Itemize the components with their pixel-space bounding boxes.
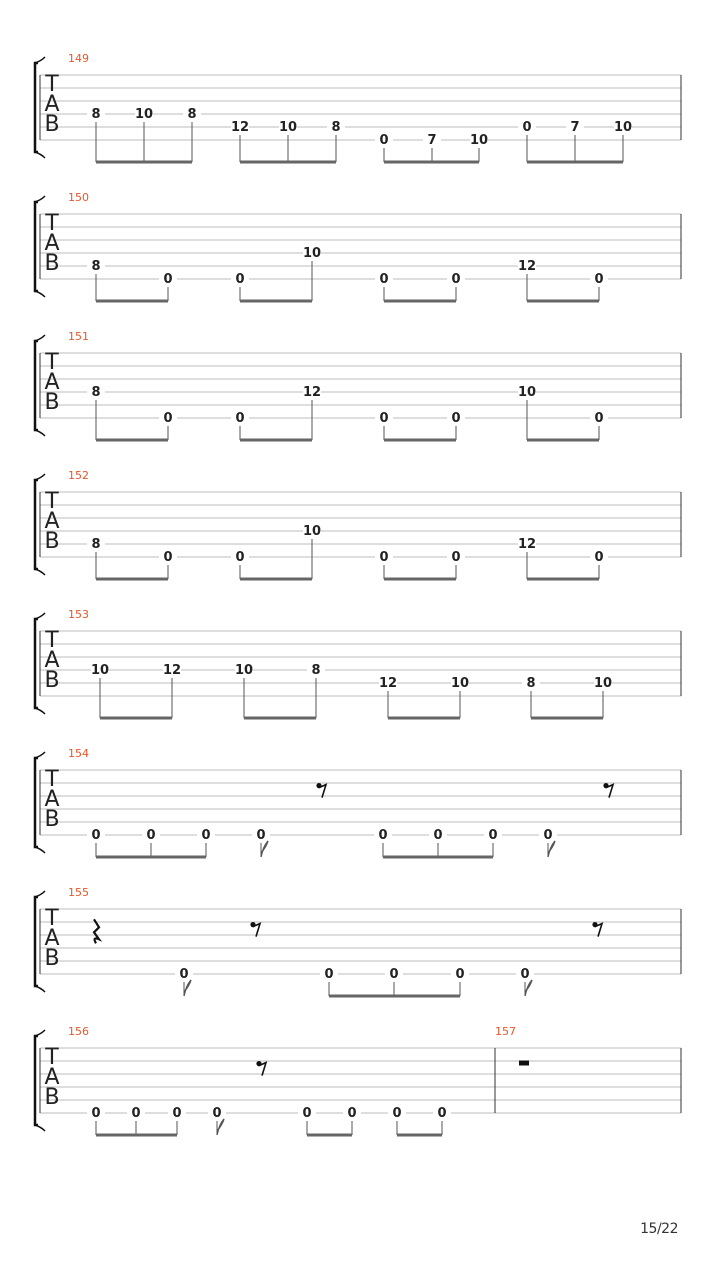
fret-number: 0 [451,272,461,287]
system-bracket [35,480,38,569]
fret-number: 0 [131,1106,141,1121]
fret-number: 12 [302,385,322,400]
measure-number: 149 [68,52,89,65]
bracket-bottom-hook [35,152,45,158]
measure-number: 151 [68,330,89,343]
fret-number: 10 [593,676,613,691]
fret-number: 0 [172,1106,182,1121]
fret-number: 7 [570,120,580,135]
fret-number: 10 [450,676,470,691]
fret-number: 10 [469,133,489,148]
fret-number: 8 [331,120,341,135]
fret-number: 0 [91,1106,101,1121]
system-bracket [35,897,38,986]
fret-number: 0 [392,1106,402,1121]
fret-number: 12 [378,676,398,691]
tab-clef-letter: A [44,509,60,534]
fret-number: 0 [389,967,399,982]
fret-number: 0 [455,967,465,982]
measure-number: 152 [68,469,89,482]
tab-clef-letter: A [44,92,60,117]
bracket-bottom-hook [35,569,45,575]
fret-number: 0 [594,550,604,565]
fret-number: 10 [134,107,154,122]
fret-number: 0 [179,967,189,982]
fret-number: 10 [613,120,633,135]
tab-clef-letter: T [45,211,59,236]
fret-number: 0 [256,828,266,843]
bracket-top-hook [35,474,45,480]
fret-number: 12 [230,120,250,135]
measure-number: 157 [495,1025,516,1038]
fret-number: 0 [379,550,389,565]
fret-number: 8 [91,537,101,552]
fret-number: 0 [451,550,461,565]
fret-number: 8 [526,676,536,691]
fret-number: 0 [235,411,245,426]
fret-number: 8 [187,107,197,122]
bracket-top-hook [35,1030,45,1036]
fret-number: 0 [437,1106,447,1121]
tab-clef-letter: B [44,1085,60,1110]
tab-clef-letter: T [45,767,59,792]
fret-number: 0 [379,133,389,148]
fret-number: 0 [347,1106,357,1121]
fret-number: 0 [488,828,498,843]
fret-number: 0 [163,550,173,565]
bracket-top-hook [35,891,45,897]
fret-number: 0 [324,967,334,982]
tab-clef-letter: A [44,787,60,812]
tab-clef-letter: B [44,390,60,415]
system-bracket [35,1036,38,1125]
tab-clef-letter: B [44,946,60,971]
page-number: 15/22 [640,1221,678,1237]
tab-clef-letter: T [45,489,59,514]
bracket-bottom-hook [35,430,45,436]
fret-number: 0 [163,272,173,287]
bracket-bottom-hook [35,986,45,992]
bracket-bottom-hook [35,847,45,853]
fret-number: 8 [91,385,101,400]
fret-number: 0 [520,967,530,982]
fret-number: 12 [517,259,537,274]
tab-clef-letter: T [45,1045,59,1070]
fret-number: 0 [522,120,532,135]
system-bracket [35,63,38,152]
fret-number: 12 [162,663,182,678]
fret-number: 0 [379,272,389,287]
fret-number: 0 [379,411,389,426]
eighth-flag [548,841,555,857]
fret-number: 0 [146,828,156,843]
fret-number: 0 [594,411,604,426]
eighth-flag [184,980,191,996]
quarter-rest [94,919,99,943]
fret-number: 8 [91,107,101,122]
eighth-flag [261,841,268,857]
fret-number: 10 [517,385,537,400]
tab-clef-letter: B [44,807,60,832]
fret-number: 0 [451,411,461,426]
measure-number: 154 [68,747,89,760]
bracket-top-hook [35,752,45,758]
measure-number: 155 [68,886,89,899]
fret-number: 0 [433,828,443,843]
measure-number: 150 [68,191,89,204]
fret-number: 0 [201,828,211,843]
fret-number: 0 [543,828,553,843]
fret-number: 0 [235,550,245,565]
tab-clef-letter: B [44,251,60,276]
fret-number: 0 [91,828,101,843]
half-rest [519,1061,529,1066]
fret-number: 0 [594,272,604,287]
tab-clef-letter: B [44,112,60,137]
eighth-flag [217,1119,224,1135]
tab-clef-letter: T [45,906,59,931]
fret-number: 10 [234,663,254,678]
bracket-bottom-hook [35,291,45,297]
fret-number: 0 [302,1106,312,1121]
measure-number: 153 [68,608,89,621]
fret-number: 8 [311,663,321,678]
fret-number: 7 [427,133,437,148]
fret-number: 10 [302,524,322,539]
fret-number: 10 [278,120,298,135]
bracket-top-hook [35,196,45,202]
bracket-bottom-hook [35,1125,45,1131]
tab-clef-letter: A [44,370,60,395]
bracket-top-hook [35,57,45,63]
system-bracket [35,341,38,430]
fret-number: 0 [212,1106,222,1121]
fret-number: 10 [90,663,110,678]
tab-clef-letter: A [44,1065,60,1090]
measure-number: 156 [68,1025,89,1038]
eighth-flag [525,980,532,996]
fret-number: 10 [302,246,322,261]
fret-number: 0 [378,828,388,843]
tab-clef-letter: A [44,648,60,673]
tab-clef-letter: B [44,529,60,554]
bracket-top-hook [35,613,45,619]
tab-clef-letter: B [44,668,60,693]
fret-number: 0 [235,272,245,287]
fret-number: 0 [163,411,173,426]
system-bracket [35,619,38,708]
system-bracket [35,758,38,847]
system-bracket [35,202,38,291]
tab-clef-letter: T [45,628,59,653]
bracket-top-hook [35,335,45,341]
tab-clef-letter: A [44,926,60,951]
bracket-bottom-hook [35,708,45,714]
tab-clef-letter: A [44,231,60,256]
fret-number: 12 [517,537,537,552]
tab-clef-letter: T [45,72,59,97]
tab-clef-letter: T [45,350,59,375]
fret-number: 8 [91,259,101,274]
